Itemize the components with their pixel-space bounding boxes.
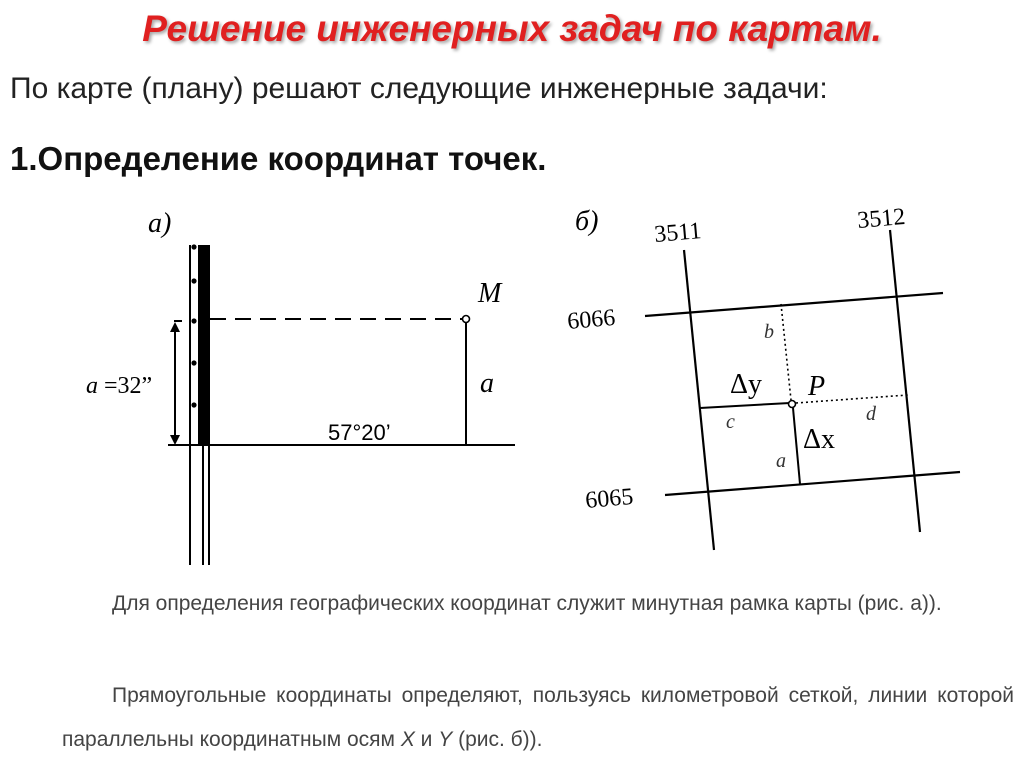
dx-label: Δx [803,424,836,455]
point-m-label: M [478,278,502,309]
dy-line [700,403,790,408]
figure-a [86,208,515,565]
segment-d-label: d [866,403,876,425]
latitude-label: 57°20’ [328,420,391,445]
coordinate-figures [0,190,1024,575]
segment-c-label: c [726,411,735,433]
segment-a-label: a [776,450,786,472]
point-m-marker [463,316,470,323]
dy-label: Δy [730,369,763,400]
grid-label-6066: 6066 [566,304,617,335]
dx-line [793,408,800,484]
grid-label-3511: 3511 [653,217,703,248]
segment-b-label: b [764,321,774,343]
figure-b [566,204,960,550]
point-p-marker [789,401,796,408]
frame-minute-ticks [191,244,196,407]
figure-b-label: б) [575,206,599,237]
axis-y-symbol: Y [438,728,453,751]
grid-label-6065: 6065 [584,483,635,514]
grid-label-3512: 3512 [856,203,907,234]
point-p-label: P [808,371,826,402]
intro-text: По карте (плану) решают следующие инженерные задачи: [10,72,828,105]
section-heading: 1.Определение координат точек. [10,140,547,177]
axis-x-symbol: X [400,728,415,751]
b-dotted-line [781,304,791,400]
frame-minute-bar [198,245,208,445]
side-a-label: a [480,368,494,399]
figure-a-label: а) [148,208,172,239]
paragraph-geographic: Для определения географических координат служит минутная рамка карты (рис. а)). [112,592,942,615]
grid-line-3512 [890,230,920,532]
paragraph-rectangular: Прямоугольные координаты определяют, пользуясь километровой сеткой, линии которой параллельны координатным осям X и Y (рис. б)). [62,684,1014,751]
slide-title: Решение инженерных задач по картам. [142,8,882,49]
grid-line-3511 [684,250,714,550]
height-annotation: a =32” [86,373,153,399]
